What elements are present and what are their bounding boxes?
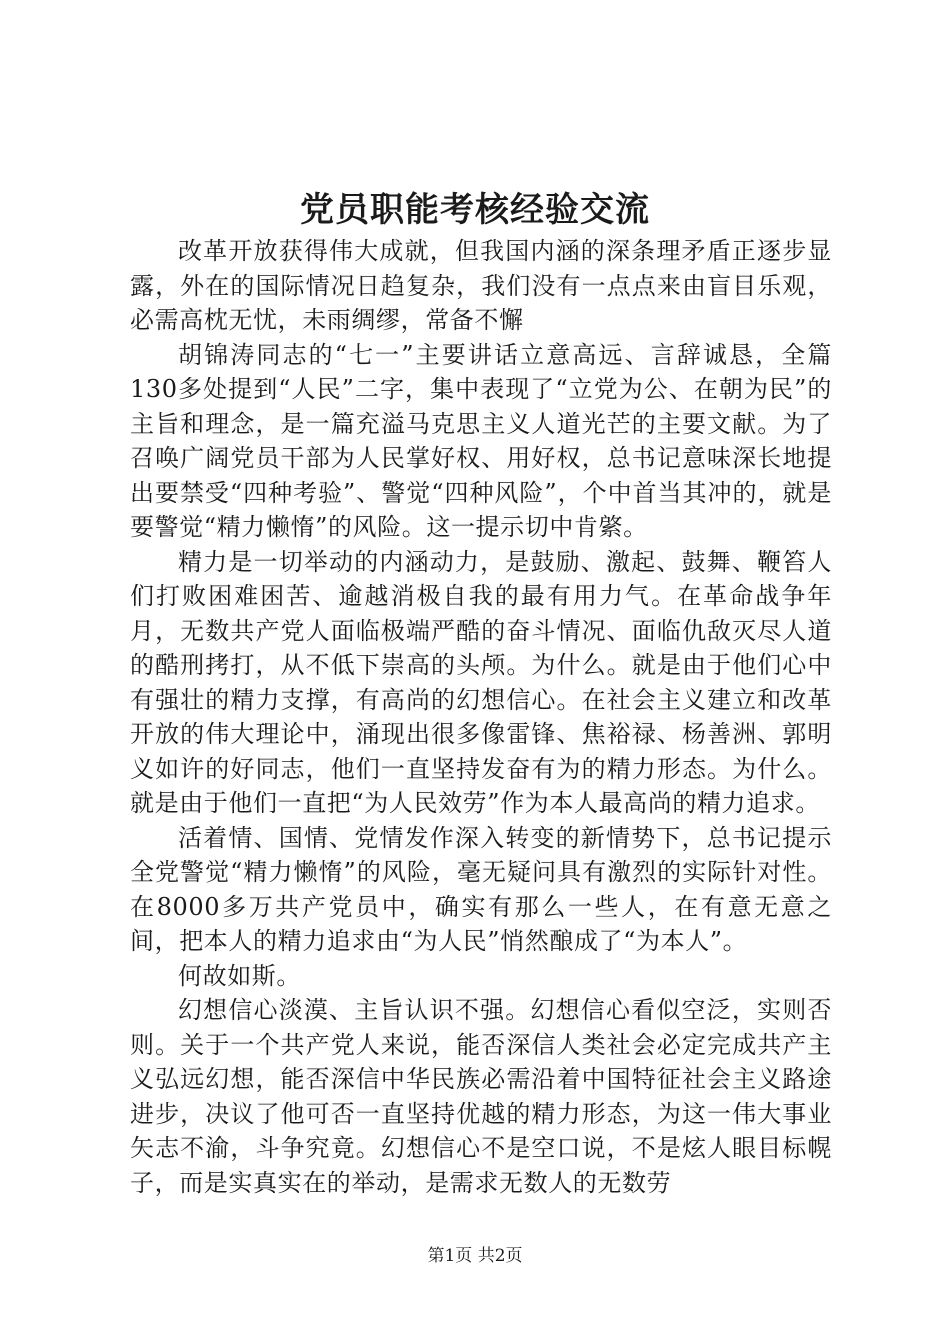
paragraph: 幻想信心淡漠、主旨认识不强。幻想信心看似空泛，实则否则。关于一个共产党人来说，能否深信人类社会必定完成共产主义弘远幻想，能否深信中华民族必需沿着中国特征社会主义路途进步，决议了他可否一直坚持优越的精力形态，为这一伟大事业矢志不渝，斗争究竟。幻想信心不是空口说，不是炫人眼目标幌子，而是实真实在的举动，是需求无数人的无数劳 (130, 996, 832, 1197)
document-body (130, 234, 832, 1200)
paragraph: 精力是一切举动的内涵动力，是鼓励、激起、鼓舞、鞭笞人们打败困难困苦、逾越消极自我的最有用力气。在革命战争年月，无数共产党人面临极端严酷的奋斗情况、面临仇敌灭尽人道的酷刑拷打，从不低下崇高的头颅。为什么。就是由于他们心中有强壮的精力支撑，有高尚的幻想信心。在社会主义建立和改革开放的伟大理论中，涌现出很多像雷锋、焦裕禄、杨善洲、郭明义如许的好同志，他们一直坚持发奋有为的精力形态。为什么。就是由于他们一直把“为人民效劳”作为本人最高尚的精力追求。 (130, 547, 832, 817)
paragraph: 胡锦涛同志的“七一”主要讲话立意高远、言辞诚恳，全篇130多处提到“人民”二字，集中表现了“立党为公、在朝为民”的主旨和理念，是一篇充溢马克思主义人道光芒的主要文献。为了召唤广阔党员干部为人民掌好权、用好权，总书记意味深长地提出要禁受“四种考验”、警觉“四种风险”，个中首当其冲的，就是要警觉“精力懒惰”的风险。这一提示切中肯綮。 (130, 340, 832, 541)
document-title: 党员职能考核经验交流 (300, 190, 650, 230)
page-number-footer: 第1页 共2页 (427, 1246, 523, 1266)
paragraph: 改革开放获得伟大成就，但我国内涵的深条理矛盾正逐步显露，外在的国际情况日趋复杂，我们没有一点点来由盲目乐观，必需高枕无忧，未雨绸缪，常备不懈 (130, 237, 832, 334)
paragraph: 活着情、国情、党情发作深入转变的新情势下，总书记提示全党警觉“精力懒惰”的风险，毫无疑问具有激烈的实际针对性。在8000多万共产党员中，确实有那么一些人，在有意无意之间，把本人的精力追求由“为人民”悄然酿成了“为本人”。 (130, 823, 832, 955)
paragraph: 何故如斯。 (178, 961, 301, 990)
